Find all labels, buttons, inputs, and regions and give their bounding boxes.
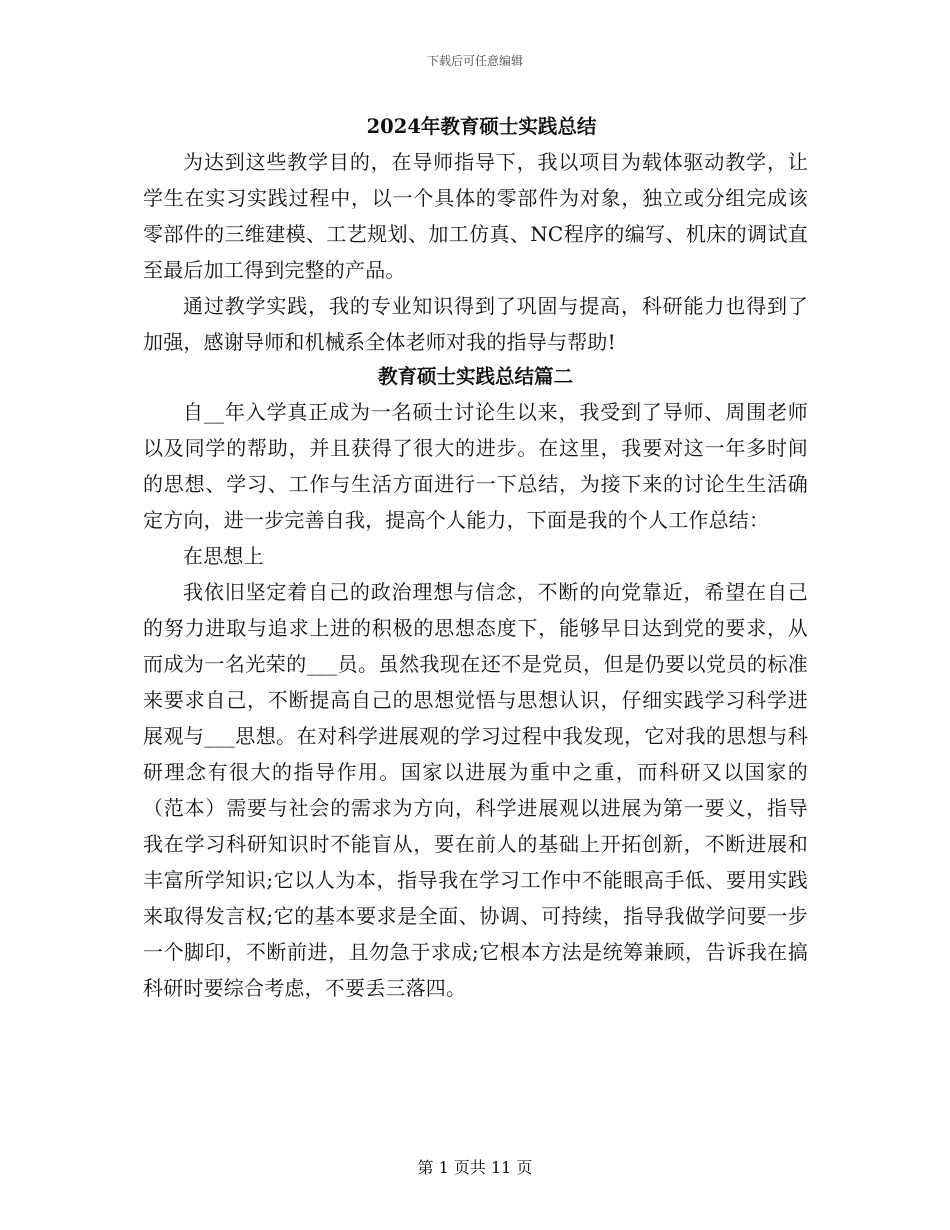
paragraph: 通过教学实践，我的专业知识得到了巩固与提高，科研能力也得到了加强，感谢导师和机械系全体老师对我的指导与帮助!	[143, 294, 808, 354]
header-note: 下载后可任意编辑	[426, 54, 523, 68]
paragraph: 自__年入学真正成为一名硕士讨论生以来，我受到了导师、周围老师以及同学的帮助，并且获得了很大的进步。在这里，我要对这一年多时间的思想、学习、工作与生活方面进行一下总结，为接下来的讨论生生活确定方向，进一步完善自我，提高个人能力，下面是我的个人工作总结：	[143, 400, 808, 532]
document-title: 2024年教育硕士实践总结	[366, 115, 597, 138]
section-title: 教育硕士实践总结篇二	[377, 365, 573, 388]
document-body	[143, 110, 808, 1006]
paragraph: 为达到这些教学目的，在导师指导下，我以项目为载体驱动教学，让学生在实习实践过程中，以一个具体的零部件为对象，独立或分组完成该零部件的三维建模、工艺规划、加工仿真、NC程序的编写、机床的调试直至最后加工得到完整的产品。	[143, 150, 808, 282]
paragraph: 我依旧坚定着自己的政治理想与信念，不断的向党靠近，希望在自己的努力进取与追求上进的积极的思想态度下，能够早日达到党的要求，从而成为一名光荣的___员。虽然我现在还不是党员，但是仍要以党员的标准来要求自己，不断提高自己的思想觉悟与思想认识，仔细实践学习科学进展观与___思想。在对科学进展观的学习过程中我发现，它对我的思想与科研理念有很大的指导作用。国家以进展为重中之重，而科研又以国家的（范本）需要与社会的需求为方向，科学进展观以进展为第一要义，指导我在学习科研知识时不能盲从，要在前人的基础上开拓创新，不断进展和丰富所学知识;它以人为本，指导我在学习工作中不能眼高手低、要用实践来取得发言权;它的基本要求是全面、协调、可持续，指导我做学问要一步一个脚印，不断前进，且勿急于求成;它根本方法是统筹兼顾，告诉我在搞科研时要综合考虑，不要丢三落四。	[143, 580, 808, 1000]
page-number: 第 1 页共 11 页	[417, 1158, 533, 1177]
subheading: 在思想上	[183, 544, 264, 568]
